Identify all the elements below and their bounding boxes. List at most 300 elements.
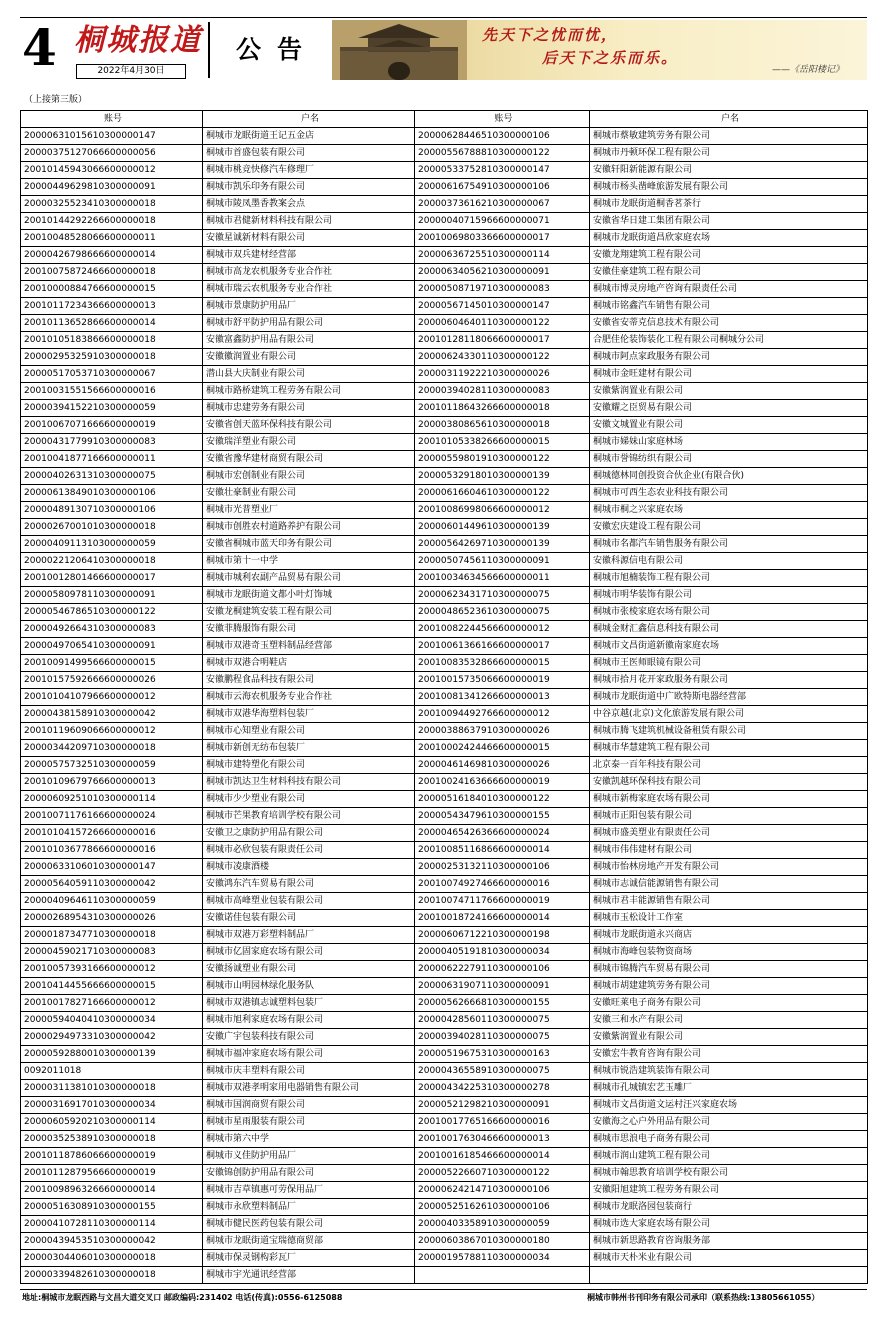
footer-address: 地址:桐城市龙眠西路与文昌大道交叉口 邮政编码:231402 电话(传真):0556-6125088 [22,1293,343,1302]
account-holder-cell: 桐城市孔城镇宏艺玉雕厂 [590,1080,868,1097]
account-holder-cell: 安徽宏庆建设工程有限公司 [590,519,868,536]
account-number-cell: 20000268954310300000026 [21,910,203,927]
account-number-cell: 20010144292266600000018 [21,213,203,230]
account-number-cell: 20000492664310300000083 [21,621,203,638]
account-number-cell: 20010061366166600000017 [415,638,590,655]
table-row [21,553,868,570]
account-holder-cell: 桐城市龙眠街道王记五金店 [203,128,415,145]
table-row [21,1046,868,1063]
account-holder-cell: 桐城市桐之兴家庭农场 [590,502,868,519]
account-number-cell: 20010105183866600000018 [21,332,203,349]
account-holder-cell: 安徽省安蒂克信息技术有限公司 [590,315,868,332]
account-number-cell: 20000311922210300000026 [415,366,590,383]
account-number-cell: 20010085116866600000014 [415,842,590,859]
account-number-cell: 20000609251010300000114 [21,791,203,808]
table-row [21,434,868,451]
account-number-cell: 20000517053710300000067 [21,366,203,383]
account-holder-cell: 桐城市锦腾汽车贸易有限公司 [590,961,868,978]
account-holder-cell: 桐城市云海农机服务专业合作社 [203,689,415,706]
account-number-cell: 20000294973310300000042 [21,1029,203,1046]
account-holder-cell: 桐城市凯乐印务有限公司 [203,179,415,196]
quote-line-1: 先天下之忧而忧， [482,26,619,44]
account-holder-cell: 安徽壮豪制业有限公司 [203,485,415,502]
account-number-cell: 20000040715966600000071 [415,213,590,230]
account-number-cell: 20000403358910300000059 [415,1216,590,1233]
account-number-cell: 20000375127066600000056 [21,145,203,162]
account-number-cell: 20000559801910300000122 [415,451,590,468]
account-number-cell: 20010082244566600000012 [415,621,590,638]
account-holder-cell: 桐城市双港孝明家用电器销售有限公司 [203,1080,415,1097]
account-holder-cell: 桐城市金旺建材有限公司 [590,366,868,383]
account-number-cell: 20000316917010300000034 [21,1097,203,1114]
account-holder-cell: 桐城市张棱家庭农场有限公司 [590,604,868,621]
account-holder-cell: 桐城市凌康酒楼 [203,859,415,876]
account-number-cell: 20010112879566600000019 [21,1165,203,1182]
masthead-banner [332,20,867,80]
account-holder-cell: 桐城市高峰塑业包装有限公司 [203,893,415,910]
account-number-cell: 20000402631310300000075 [21,468,203,485]
account-holder-cell: 安徽省豫华建材商贸有限公司 [203,451,415,468]
masthead-rule [20,17,867,18]
account-holder-cell: 桐城市亿固家庭农场有限公司 [203,944,415,961]
account-number-cell: 20010016185466600000014 [415,1148,590,1165]
account-number-cell: 20000253132110300000106 [415,859,590,876]
account-number-cell: 20000465426366600000024 [415,825,590,842]
account-holder-cell: 桐城市铭鑫汽车销售有限公司 [590,298,868,315]
account-holder-cell: 安徽紫润置业有限公司 [590,1029,868,1046]
account-number-cell: 20010145943066600000012 [21,162,203,179]
table-row [21,230,868,247]
account-holder-cell: 桐城市文昌街道文运村汪兴家庭农场 [590,1097,868,1114]
account-number-cell: 20000428560110300000075 [415,1012,590,1029]
account-holder-cell: 桐城市名都汽车销售服务有限公司 [590,536,868,553]
table-row [21,587,868,604]
account-number-cell: 20010015735066600000019 [415,672,590,689]
account-holder-cell: 桐城市杨头凿峰旅游发展有限公司 [590,179,868,196]
account-holder-cell: 安徽星诚新材料有限公司 [203,230,415,247]
account-number-cell: 20000592880010300000139 [21,1046,203,1063]
account-holder-cell: 桐城市可西生态农业科技有限公司 [590,485,868,502]
account-number-cell: 20000486523610300000075 [415,604,590,621]
account-number-cell: 20010002424466600000015 [415,740,590,757]
account-number-cell: 20000622279110300000106 [415,961,590,978]
table-row [21,298,868,315]
table-row [21,978,868,995]
account-number-cell: 20000580978110300000091 [21,587,203,604]
account-holder-cell: 桐城市高龙农机服务专业合作社 [203,264,415,281]
account-holder-cell: 桐城市星雨服装有限公司 [203,1114,415,1131]
account-number-cell: 20010017630466600000013 [415,1131,590,1148]
account-number-cell: 20000497065410300000091 [21,638,203,655]
account-holder-cell: 桐城市龙眠街道昌欣家庭农场 [590,230,868,247]
account-holder-cell: 桐城市吉草镇惠可劳保用品厂 [203,1182,415,1199]
account-holder-cell: 桐城市芒果教育培训学校有限公司 [203,808,415,825]
column-header-account: 账号 [21,111,203,128]
account-number-cell: 20010083532866600000015 [415,655,590,672]
account-number-cell: 20000394028110300000075 [415,1029,590,1046]
account-holder-cell: 桐城市城利农副产品贸易有限公司 [203,570,415,587]
table-row [21,1097,868,1114]
table-row [21,536,868,553]
account-number-cell: 20010103677866600000016 [21,842,203,859]
account-holder-cell: 桐城市君丰能源销售有限公司 [590,893,868,910]
account-holder-cell: 桐城市龙眠街道桐香茗茶行 [590,196,868,213]
account-holder-cell: 桐城市伟伟建材有限公司 [590,842,868,859]
account-holder-cell: 桐城市双港华海塑料包装厂 [203,706,415,723]
account-number-cell: 20000325523410300000018 [21,196,203,213]
account-number-cell: 20010012801466600000017 [21,570,203,587]
account-number-cell: 20010074711766600000019 [415,893,590,910]
account-number-cell: 20000187347710300000018 [21,927,203,944]
column-header-holder: 户名 [203,111,415,128]
account-number-cell: 20000613849010300000106 [21,485,203,502]
account-number-cell: 20010024163666600000019 [415,774,590,791]
account-number-cell: 20000352538910300000018 [21,1131,203,1148]
account-holder-cell: 桐城市玉松设计工作室 [590,910,868,927]
account-holder-cell: 潜山县大庆制业有限公司 [203,366,415,383]
table-row [21,1131,868,1148]
table-row [21,196,868,213]
table-row [21,893,868,910]
account-holder-cell: 安徽省创天蓝环保科技有限公司 [203,417,415,434]
table-row [21,1029,868,1046]
account-number-cell: 20000634056210300000091 [415,264,590,281]
account-holder-cell: 桐城市胡建建筑劳务有限公司 [590,978,868,995]
account-number-cell: 20000603867010300000180 [415,1233,590,1250]
table-body [21,128,868,1284]
table-row [21,825,868,842]
table-row [21,1216,868,1233]
account-number-cell: 20000631907110300000091 [415,978,590,995]
table-row [21,519,868,536]
account-holder-cell: 桐城市旭利家庭农场有限公司 [203,1012,415,1029]
table-row [21,927,868,944]
account-number-cell: 20000195788110300000034 [415,1250,590,1267]
account-number-cell: 20010000884766600000015 [21,281,203,298]
table-row [21,1233,868,1250]
account-number-cell: 20000426798666600000014 [21,247,203,264]
table-row [21,740,868,757]
account-number-cell: 20010091499566600000015 [21,655,203,672]
account-holder-cell: 安徽佳豪建筑工程有限公司 [590,264,868,281]
account-number-cell: 20010117234366600000013 [21,298,203,315]
table-row [21,791,868,808]
account-holder-cell: 桐城市旭楠装饰工程有限公司 [590,570,868,587]
account-number-cell: 20000388637910300000026 [415,723,590,740]
account-holder-cell: 安徽龙翔建筑工程有限公司 [590,247,868,264]
table-row [21,706,868,723]
account-holder-cell: 安徽龙桐建筑安装工程有限公司 [203,604,415,621]
account-holder-cell: 安徽锦创防护用品有限公司 [203,1165,415,1182]
table-row [21,1182,868,1199]
table-row [21,774,868,791]
table-row [21,842,868,859]
table-row [21,638,868,655]
table-row [21,944,868,961]
account-holder-cell [590,1267,868,1284]
account-number-cell: 20010414455666600000015 [21,978,203,995]
table-row [21,1250,868,1267]
account-number-cell: 20010109679766600000013 [21,774,203,791]
account-holder-cell: 桐城市第十一中学 [203,553,415,570]
account-number-cell: 20000409113103000000059 [21,536,203,553]
account-holder-cell: 合肥佳伦装饰装化工程有限公司桐城分公司 [590,332,868,349]
account-holder-cell: 桐城市君健新材料科技有限公司 [203,213,415,230]
account-number-cell: 20000623431710300000075 [415,587,590,604]
account-holder-cell: 北京泰一百年科技有限公司 [590,757,868,774]
account-number-cell: 20000516308910300000155 [21,1199,203,1216]
account-holder-cell: 安徽紫润置业有限公司 [590,383,868,400]
account-holder-cell: 桐城市文昌街道新徽南家庭农场 [590,638,868,655]
table-row [21,417,868,434]
table-row [21,808,868,825]
table-row [21,485,868,502]
account-holder-cell: 桐城市山明园林绿化服务队 [203,978,415,995]
footer-printer: 桐城市韩州书刊印务有限公司承印（联系热线:13805661055） [587,1293,820,1302]
account-number-cell: 20000267001010300000018 [21,519,203,536]
table-row [21,859,868,876]
table-row [21,1114,868,1131]
table-row [21,281,868,298]
account-number-cell: 20000436558910300000075 [415,1063,590,1080]
account-holder-cell: 桐城市福冲家庭农场有限公司 [203,1046,415,1063]
account-holder-cell: 安徽海之心户外用品有限公司 [590,1114,868,1131]
account-number-cell: 20000522660710300000122 [415,1165,590,1182]
account-holder-cell: 桐城市博灵房地产咨询有限责任公司 [590,281,868,298]
account-number-cell: 20000543479610300000155 [415,808,590,825]
table-row [21,1063,868,1080]
account-number-cell: 20000605920210300000114 [21,1114,203,1131]
account-holder-cell: 桐城市丹顿环保工程有限公司 [590,145,868,162]
account-holder-cell: 桐城市建特塑化有限公司 [203,757,415,774]
account-number-cell: 20000304406010300000018 [21,1250,203,1267]
account-holder-cell: 桐城市永欣塑料制品厂 [203,1199,415,1216]
account-number-cell: 20000575732510300000059 [21,757,203,774]
account-number-cell: 20010075872466600000018 [21,264,203,281]
account-number-cell: 20000525162610300000106 [415,1199,590,1216]
account-number-cell: 20000636725510300000114 [415,247,590,264]
table-row [21,366,868,383]
table-row [21,451,868,468]
table-row [21,1012,868,1029]
table-row [21,468,868,485]
account-holder-cell: 桐城市思浪电子商务有限公司 [590,1131,868,1148]
account-holder-cell: 桐城市首盛包装有限公司 [203,145,415,162]
account-holder-cell: 安徽轩阳新能源有限公司 [590,162,868,179]
account-number-cell: 20000459021710300000083 [21,944,203,961]
account-number-cell: 20010041877166600000011 [21,451,203,468]
account-holder-cell: 桐城市路桥建筑工程劳务有限公司 [203,383,415,400]
table-row [21,961,868,978]
account-number-cell: 20000594040410300000034 [21,1012,203,1029]
account-number-cell [415,1267,590,1284]
quote-line-2: 后天下之乐而乐。 [542,49,679,67]
table-row [21,264,868,281]
account-number-cell: 20000633106010300000147 [21,859,203,876]
account-holder-cell: 安徽菲腾服饰有限公司 [203,621,415,638]
account-holder-cell: 桐城市华慧建筑工程有限公司 [590,740,868,757]
account-holder-cell: 桐城市瑞云农机服务专业合作社 [203,281,415,298]
account-holder-cell: 桐城市双港合明鞋店 [203,655,415,672]
account-number-cell: 20010118643266600000018 [415,400,590,417]
account-number-cell: 20000380865610300000018 [415,417,590,434]
quote-source: ——《岳阳楼记》 [772,65,845,75]
table-row [21,604,868,621]
account-number-cell: 20000221206410300000018 [21,553,203,570]
account-holder-cell: 桐城金财汇鑫信息科技有限公司 [590,621,868,638]
account-holder-cell: 桐城市誉锦纺织有限公司 [590,451,868,468]
table-row [21,1199,868,1216]
table-row [21,757,868,774]
account-holder-cell: 桐城市腾飞建筑机械设备租赁有限公司 [590,723,868,740]
account-number-cell: 20000431779910300000083 [21,434,203,451]
table-row [21,349,868,366]
table-row [21,332,868,349]
account-number-cell: 20010071176166600000024 [21,808,203,825]
account-holder-cell: 桐城市凯达卫生材料科技有限公司 [203,774,415,791]
account-number-cell: 20010086998066600000012 [415,502,590,519]
account-holder-cell: 桐城市娣妹山家庭林场 [590,434,868,451]
account-holder-cell: 安徽旺莱电子商务有限公司 [590,995,868,1012]
account-number-cell: 20000409646110300000059 [21,893,203,910]
account-number-cell: 20000311381010300000018 [21,1080,203,1097]
account-number-cell: 20000434225310300000278 [415,1080,590,1097]
account-holder-cell: 桐城德林同创投资合伙企业(有限合伙) [590,468,868,485]
account-number-cell: 20000489130710300000106 [21,502,203,519]
account-number-cell: 20000564269710300000139 [415,536,590,553]
table-row [21,1080,868,1097]
account-holder-cell: 桐城市龙眠街道永兴商店 [590,927,868,944]
account-number-cell: 20000624214710300000106 [415,1182,590,1199]
table-row [21,400,868,417]
account-number-cell: 20000616604610300000122 [415,485,590,502]
account-holder-cell: 安徽诺佳包装有限公司 [203,910,415,927]
account-holder-cell: 安徽瑞洋塑业有限公司 [203,434,415,451]
account-holder-cell: 桐城市盛美塑业有限责任公司 [590,825,868,842]
account-number-cell: 20000410728110300000114 [21,1216,203,1233]
account-number-cell: 20010105338266600000015 [415,434,590,451]
footer-rule [20,1289,867,1290]
table-row [21,723,868,740]
account-holder-cell: 安徽省桐城市蓝天印务有限公司 [203,536,415,553]
account-holder-cell: 桐城市义佳防护用品厂 [203,1148,415,1165]
table-row [21,162,868,179]
account-holder-cell: 桐城市阿点家政服务有限公司 [590,349,868,366]
account-number-cell: 20000562666810300000155 [415,995,590,1012]
account-number-cell: 20000564059110300000042 [21,876,203,893]
account-holder-cell: 安徽宏牛教育咨询有限公司 [590,1046,868,1063]
table-row [21,570,868,587]
account-number-cell: 20010017765166600000016 [415,1114,590,1131]
account-number-cell: 20000295325910300000018 [21,349,203,366]
account-holder-cell: 桐城市双兵建材经营部 [203,247,415,264]
table-row [21,672,868,689]
account-holder-cell: 桐城市桃竞快修汽车修理厂 [203,162,415,179]
account-holder-cell: 安徽凯越环保科技有限公司 [590,774,868,791]
account-number-cell: 20000516184010300000122 [415,791,590,808]
account-number-cell: 20010017827166600000012 [21,995,203,1012]
account-holder-cell: 桐城市光普塑业厂 [203,502,415,519]
account-holder-cell: 桐城市心知塑业有限公司 [203,723,415,740]
account-holder-cell: 桐城市新创无纺布包装厂 [203,740,415,757]
continuation-note: （上接第三版） [24,95,88,105]
account-number-cell: 20000344209710300000018 [21,740,203,757]
account-holder-cell: 桐城市龙眠街道中广欧特斯电器经营部 [590,689,868,706]
account-number-cell: 20000521298210300000091 [415,1097,590,1114]
account-holder-cell: 桐城市龙眠街道文都小叶灯饰城 [203,587,415,604]
account-holder-cell: 桐城市保灵钢构彩瓦厂 [203,1250,415,1267]
table-row [21,995,868,1012]
newspaper-logo: 桐城报道 [74,23,202,58]
account-holder-cell: 安徽科源信电有限公司 [590,553,868,570]
account-holder-cell: 安徽阳旭建筑工程劳务有限公司 [590,1182,868,1199]
page-number: 4 [22,18,57,77]
account-number-cell: 20000628446510300000106 [415,128,590,145]
account-holder-cell: 桐城市少少塑业有限公司 [203,791,415,808]
table-row [21,383,868,400]
table-header-row [21,111,868,128]
account-number-cell: 20000546786510300000122 [21,604,203,621]
section-title: 公告 [208,22,330,78]
account-number-cell: 20000449629810300000091 [21,179,203,196]
account-holder-cell: 桐城市王医师眼镜有限公司 [590,655,868,672]
account-number-cell: 20010104157266600000016 [21,825,203,842]
account-holder-cell: 中谷京越(北京)文化旅游发展有限公司 [590,706,868,723]
account-number-cell: 20000439453510300000042 [21,1233,203,1250]
account-number-cell: 20000405191810300000034 [415,944,590,961]
table-row [21,145,868,162]
table-row [21,213,868,230]
account-holder-cell: 安徽鹏程食品科技有限公司 [203,672,415,689]
account-holder-cell: 桐城市双港万彩塑料制品厂 [203,927,415,944]
account-number-cell: 20000567145010300000147 [415,298,590,315]
account-number-cell: 20000604640110300000122 [415,315,590,332]
account-table [20,110,868,1284]
account-holder-cell: 桐城市怡林房地产开发有限公司 [590,859,868,876]
account-number-cell: 20010113652866600000014 [21,315,203,332]
account-number-cell: 20010069803366600000017 [415,230,590,247]
account-holder-cell: 安徽耀之臣贸易有限公司 [590,400,868,417]
account-holder-cell: 桐城市忠建劳务有限公司 [203,400,415,417]
account-holder-cell: 桐城市必欣包装有限责任公司 [203,842,415,859]
account-number-cell: 20010118786066600000019 [21,1148,203,1165]
account-holder-cell: 桐城市天朴米业有限公司 [590,1250,868,1267]
column-header-account: 账号 [415,111,590,128]
table-row [21,128,868,145]
table-row [21,1267,868,1284]
account-holder-cell: 桐城市双港奇玉塑料制品经营部 [203,638,415,655]
account-holder-cell: 桐城市宇光通讯经营部 [203,1267,415,1284]
account-number-cell: 20000394152210300000059 [21,400,203,417]
account-holder-cell: 桐城市健民医药包装有限公司 [203,1216,415,1233]
account-number-cell: 20010048528066600000011 [21,230,203,247]
account-holder-cell: 桐城市锐浩建筑装饰有限公司 [590,1063,868,1080]
account-number-cell: 20000556788810300000122 [415,145,590,162]
account-number-cell: 20000339482610300000018 [21,1267,203,1284]
account-number-cell: 20000533752810300000147 [415,162,590,179]
account-number-cell: 20000508719710300000083 [415,281,590,298]
column-header-holder: 户名 [590,111,868,128]
account-number-cell: 20000631015610300000147 [21,128,203,145]
account-holder-cell: 安徽三和水产有限公司 [590,1012,868,1029]
account-number-cell: 20000624330110300000122 [415,349,590,366]
table-row [21,910,868,927]
account-number-cell: 20010104107966600000012 [21,689,203,706]
account-holder-cell: 桐城市陵凤墨香教案会点 [203,196,415,213]
account-holder-cell: 桐城市宏创制业有限公司 [203,468,415,485]
table-row [21,876,868,893]
account-holder-cell: 桐城市明华装饰有限公司 [590,587,868,604]
